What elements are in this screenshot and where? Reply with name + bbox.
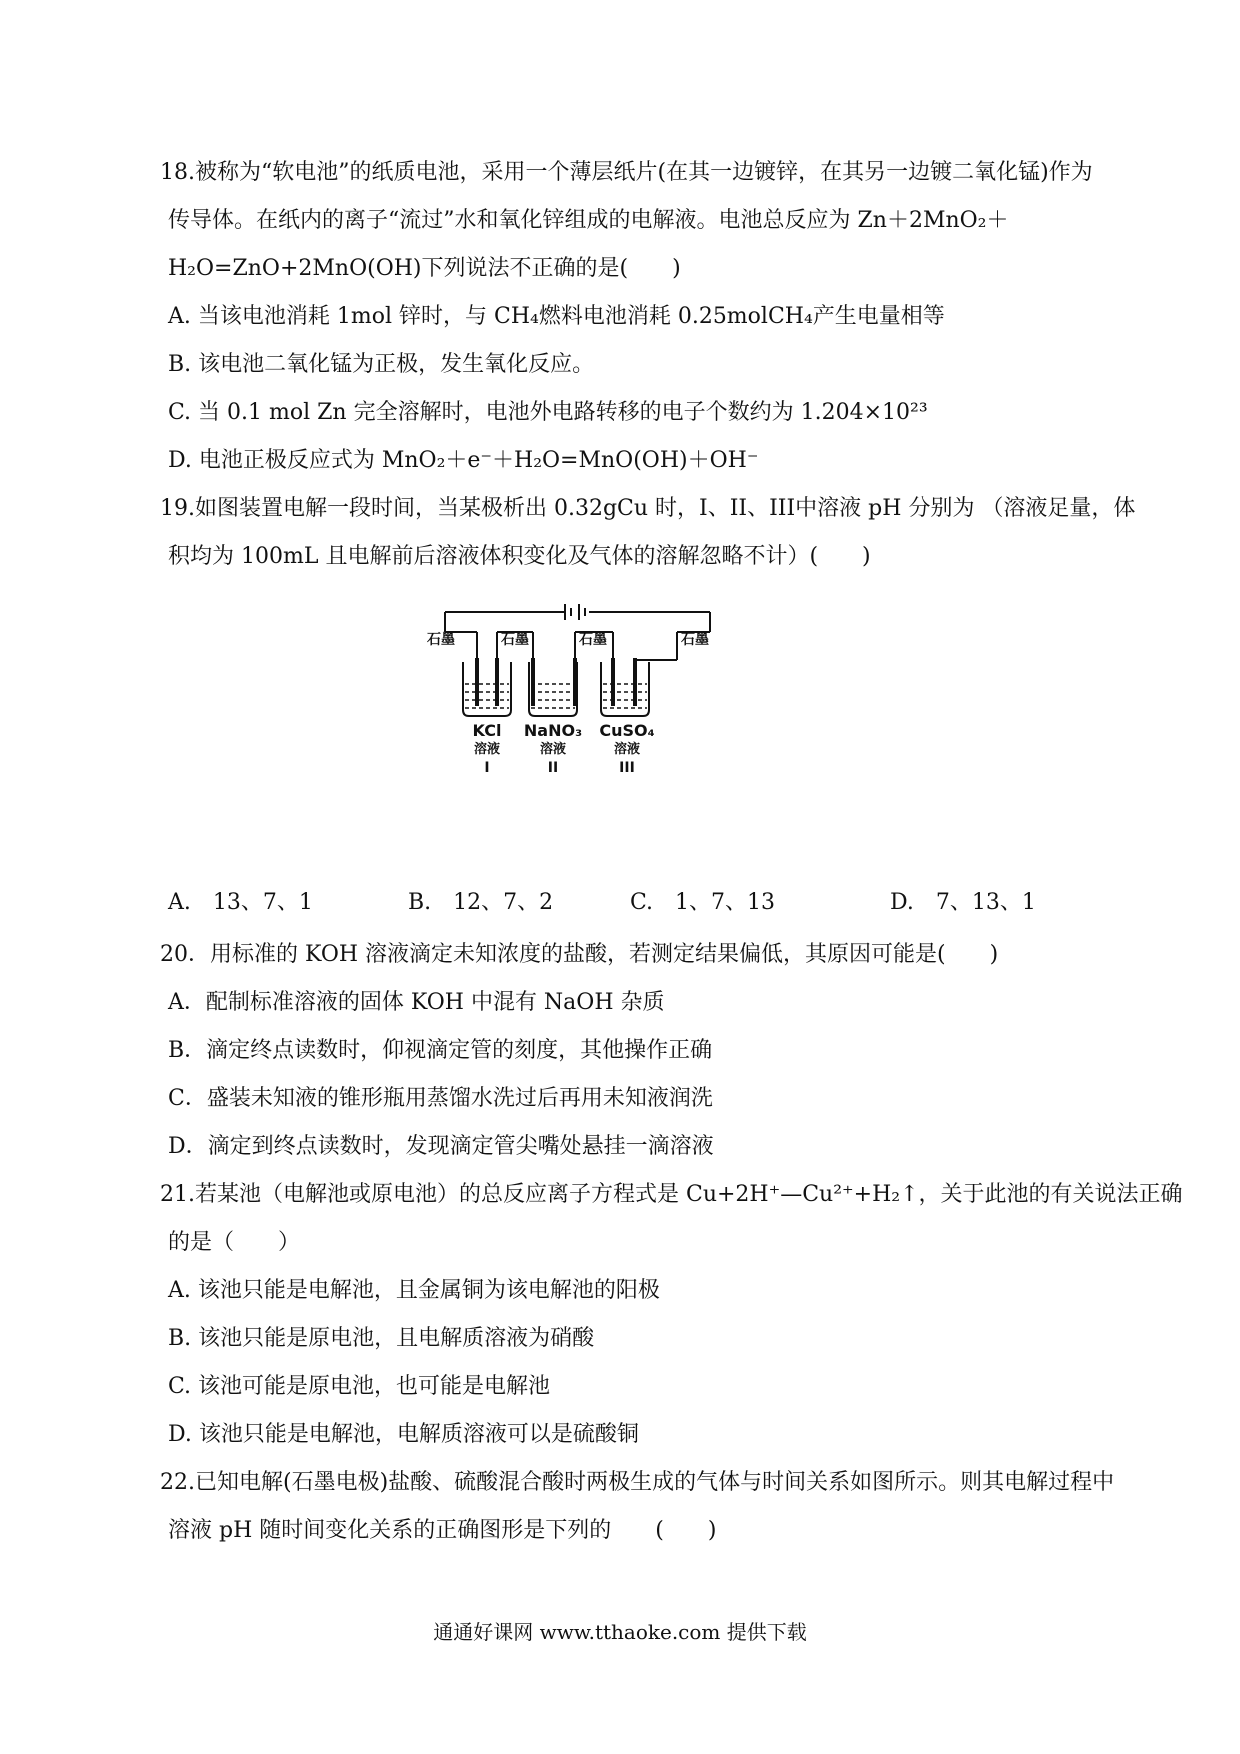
q20-option-c: C．盛装未知液的锥形瓶用蒸馏水洗过后再用未知液润洗 (168, 1086, 713, 1111)
q20-option-a: A．配制标准溶液的固体 KOH 中混有 NaOH 杂质 (168, 990, 665, 1015)
q19-choice-a: A. 13、7、1 (168, 890, 313, 915)
q22-stem-line-2: 溶液 pH 随时间变化关系的正确图形是下列的 ( ) (168, 1518, 717, 1543)
q19-choice-b: B. 12、7、2 (408, 890, 554, 915)
electrolysis-cells-figure (425, 600, 725, 780)
q20-option-d: D．滴定到终点读数时，发现滴定管尖嘴处悬挂一滴溶液 (168, 1134, 714, 1159)
q18-option-d: D. 电池正极反应式为 MnO₂＋e⁻＋H₂O=MnO(OH)＋OH⁻ (168, 448, 759, 473)
q20-stem: 20．用标准的 KOH 溶液滴定未知浓度的盐酸，若测定结果偏低，其原因可能是( ) (160, 942, 999, 967)
beaker-3 (601, 658, 677, 716)
beaker-1 (463, 658, 511, 716)
electrode-label-2: 石墨 (501, 632, 529, 648)
solution-word-2: 溶液 (539, 742, 567, 757)
electrode-label-3: 石墨 (579, 632, 607, 648)
solution-word-3: 溶液 (613, 742, 641, 757)
q21-option-d: D. 该池只能是电解池，电解质溶液可以是硫酸铜 (168, 1422, 639, 1447)
q18-stem-line-2: 传导体。在纸内的离子“流过”水和氧化锌组成的电解液。电池总反应为 Zn＋2MnO₂＋ (168, 208, 1009, 233)
q21-option-c: C. 该池可能是原电池，也可能是电解池 (168, 1374, 551, 1399)
q19-stem-line-1: 19.如图装置电解一段时间，当某极析出 0.32gCu 时，I、II、III中溶液 pH 分别为 （溶液足量，体 (160, 496, 1136, 521)
q18-stem-line-3: H₂O=ZnO+2MnO(OH)下列说法不正确的是( ) (168, 256, 681, 281)
electrode-label-1: 石墨 (427, 632, 455, 648)
q21-option-a: A. 该池只能是电解池，且金属铜为该电解池的阳极 (168, 1278, 660, 1303)
q19-choice-d: D. 7、13、1 (890, 890, 1036, 915)
q22-stem-line-1: 22.已知电解(石墨电极)盐酸、硫酸混合酸时两极生成的气体与时间关系如图所示。则其电解过程中 (160, 1470, 1115, 1495)
q19-stem-line-2: 积均为 100mL 且电解前后溶液体积变化及气体的溶解忽略不计）( ) (168, 544, 871, 569)
beaker-2 (529, 658, 577, 716)
q20-option-b: B．滴定终点读数时，仰视滴定管的刻度，其他操作正确 (168, 1038, 713, 1063)
q18-option-c: C. 当 0.1 mol Zn 完全溶解时，电池外电路转移的电子个数约为 1.204×10²³ (168, 400, 928, 425)
page-footer: 通通好课网 www.tthaoke.com 提供下载 (433, 1620, 807, 1644)
q18-option-b: B. 该电池二氧化锰为正极，发生氧化反应。 (168, 352, 595, 377)
solution-label-1: KCl (472, 721, 502, 740)
cell-number-3: III (619, 760, 635, 776)
cell-number-1: I (484, 760, 490, 776)
cell-number-2: II (547, 760, 559, 776)
q21-stem-line-1: 21.若某池（电解池或原电池）的总反应离子方程式是 Cu+2H⁺—Cu²⁺+H₂↑，关于此池的有关说法正确 (160, 1182, 1183, 1207)
solution-label-2: NaNO₃ (523, 721, 583, 740)
q21-stem-line-2: 的是（ ） (168, 1230, 301, 1255)
q21-option-b: B. 该池只能是原电池，且电解质溶液为硝酸 (168, 1326, 595, 1351)
q19-choice-c: C. 1、7、13 (630, 890, 776, 915)
battery-icon (445, 604, 710, 620)
solution-label-3: CuSO₄ (599, 721, 655, 740)
electrode-label-4: 石墨 (681, 632, 709, 648)
circuit-wires (445, 612, 710, 660)
solution-word-1: 溶液 (473, 742, 501, 757)
q18-option-a: A. 当该电池消耗 1mol 锌时，与 CH₄燃料电池消耗 0.25molCH₄产生电量相等 (168, 304, 945, 329)
q18-stem-line-1: 18.被称为“软电池”的纸质电池，采用一个薄层纸片(在其一边镀锌，在其另一边镀二氧化锰)作为 (160, 160, 1093, 185)
q19-choices (168, 888, 1068, 918)
